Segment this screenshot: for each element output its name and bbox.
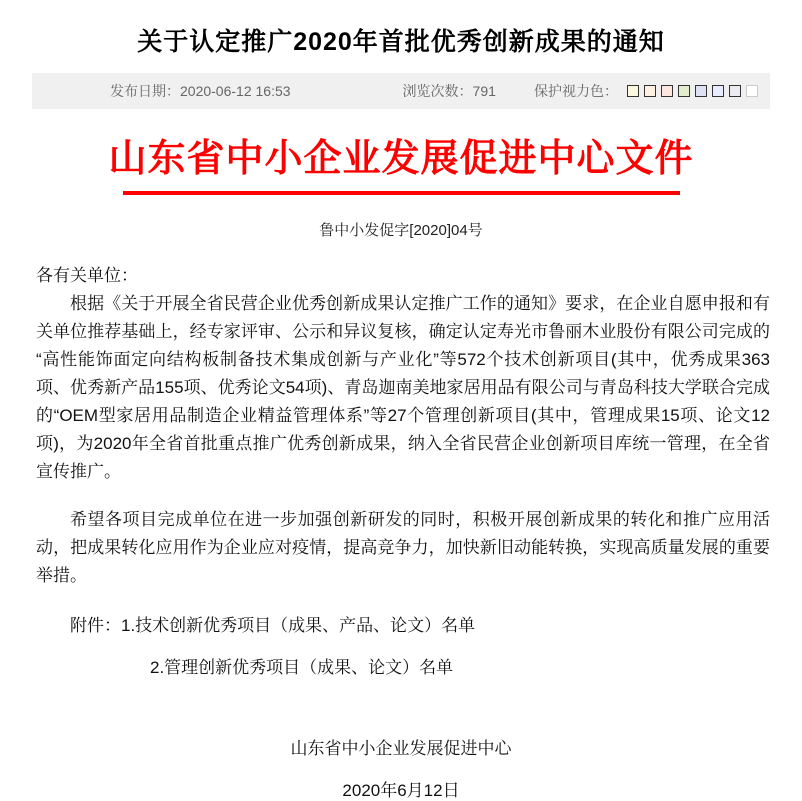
attachment-item-1: 1.技术创新优秀项目（成果、产品、论文）名单 bbox=[121, 615, 476, 635]
body-paragraph: 根据《关于开展全省民营企业优秀创新成果认定推广工作的通知》要求，在企业自愿申报和有关单位推荐基础上，经专家评审、公示和异议复核，确定认定寿光市鲁丽木业股份有限公司完成的“高性能饰面定向结构板制备技术集成创新与产业化”等572个技术创新项目(其中，优秀成果363项、优秀新产品155项、优秀论文54项)、青岛迦南美地家居用品有限公司与青岛科技大学联合完成的“OEM型家居用品制造企业精益管理体系”等27个管理创新项目(其中，管理成果15项、论文12项)，为2020年全省首批重点推广优秀创新成果，纳入全省民营企业创新项目库统一管理，在全省宣传推广。 bbox=[36, 293, 770, 481]
attachments-label: 附件： bbox=[70, 615, 121, 635]
issue-date: 2020年6月12日 bbox=[342, 780, 460, 800]
attachment-item-2: 2.管理创新优秀项目（成果、论文）名单 bbox=[150, 657, 454, 677]
eye-color-swatch[interactable] bbox=[712, 85, 724, 97]
view-count-value: 791 bbox=[472, 83, 496, 99]
eye-color-swatches bbox=[622, 85, 758, 97]
publish-date-value: 2020-06-12 16:53 bbox=[180, 83, 291, 99]
red-divider-line bbox=[123, 191, 680, 195]
salutation: 各有关单位： bbox=[36, 265, 138, 285]
eye-color-swatch[interactable] bbox=[678, 85, 690, 97]
view-count bbox=[403, 81, 496, 101]
publish-date-label: 发布日期： bbox=[110, 83, 180, 99]
issuer-signature: 山东省中小企业发展促进中心 bbox=[290, 738, 512, 758]
eye-color-swatch[interactable] bbox=[627, 85, 639, 97]
document-body bbox=[36, 262, 770, 682]
attachment-line bbox=[36, 654, 770, 682]
eye-color-swatch[interactable] bbox=[644, 85, 656, 97]
document-number: 鲁中小发促字[2020]04号 bbox=[319, 221, 483, 239]
page-title: 关于认定推广2020年首批优秀创新成果的通知 bbox=[137, 28, 665, 56]
eye-color-swatch[interactable] bbox=[695, 85, 707, 97]
eye-protect-color-picker bbox=[534, 81, 758, 101]
eye-color-swatch[interactable] bbox=[729, 85, 741, 97]
org-document-header: 山东省中小企业发展促进中心文件 bbox=[108, 138, 694, 180]
eye-protect-label: 保护视力色： bbox=[534, 83, 618, 99]
body-paragraph: 希望各项目完成单位在进一步加强创新研发的同时，积极开展创新成果的转化和推广应用活动，把成果转化应用作为企业应对疫情，提高竞争力，加快新旧动能转换，实现高质量发展的重要举措。 bbox=[36, 509, 770, 585]
eye-color-swatch[interactable] bbox=[661, 85, 673, 97]
eye-color-swatch[interactable] bbox=[746, 85, 758, 97]
publish-date bbox=[110, 81, 291, 101]
meta-bar bbox=[32, 73, 770, 109]
attachment-line bbox=[36, 612, 770, 640]
view-count-label: 浏览次数： bbox=[402, 83, 473, 99]
